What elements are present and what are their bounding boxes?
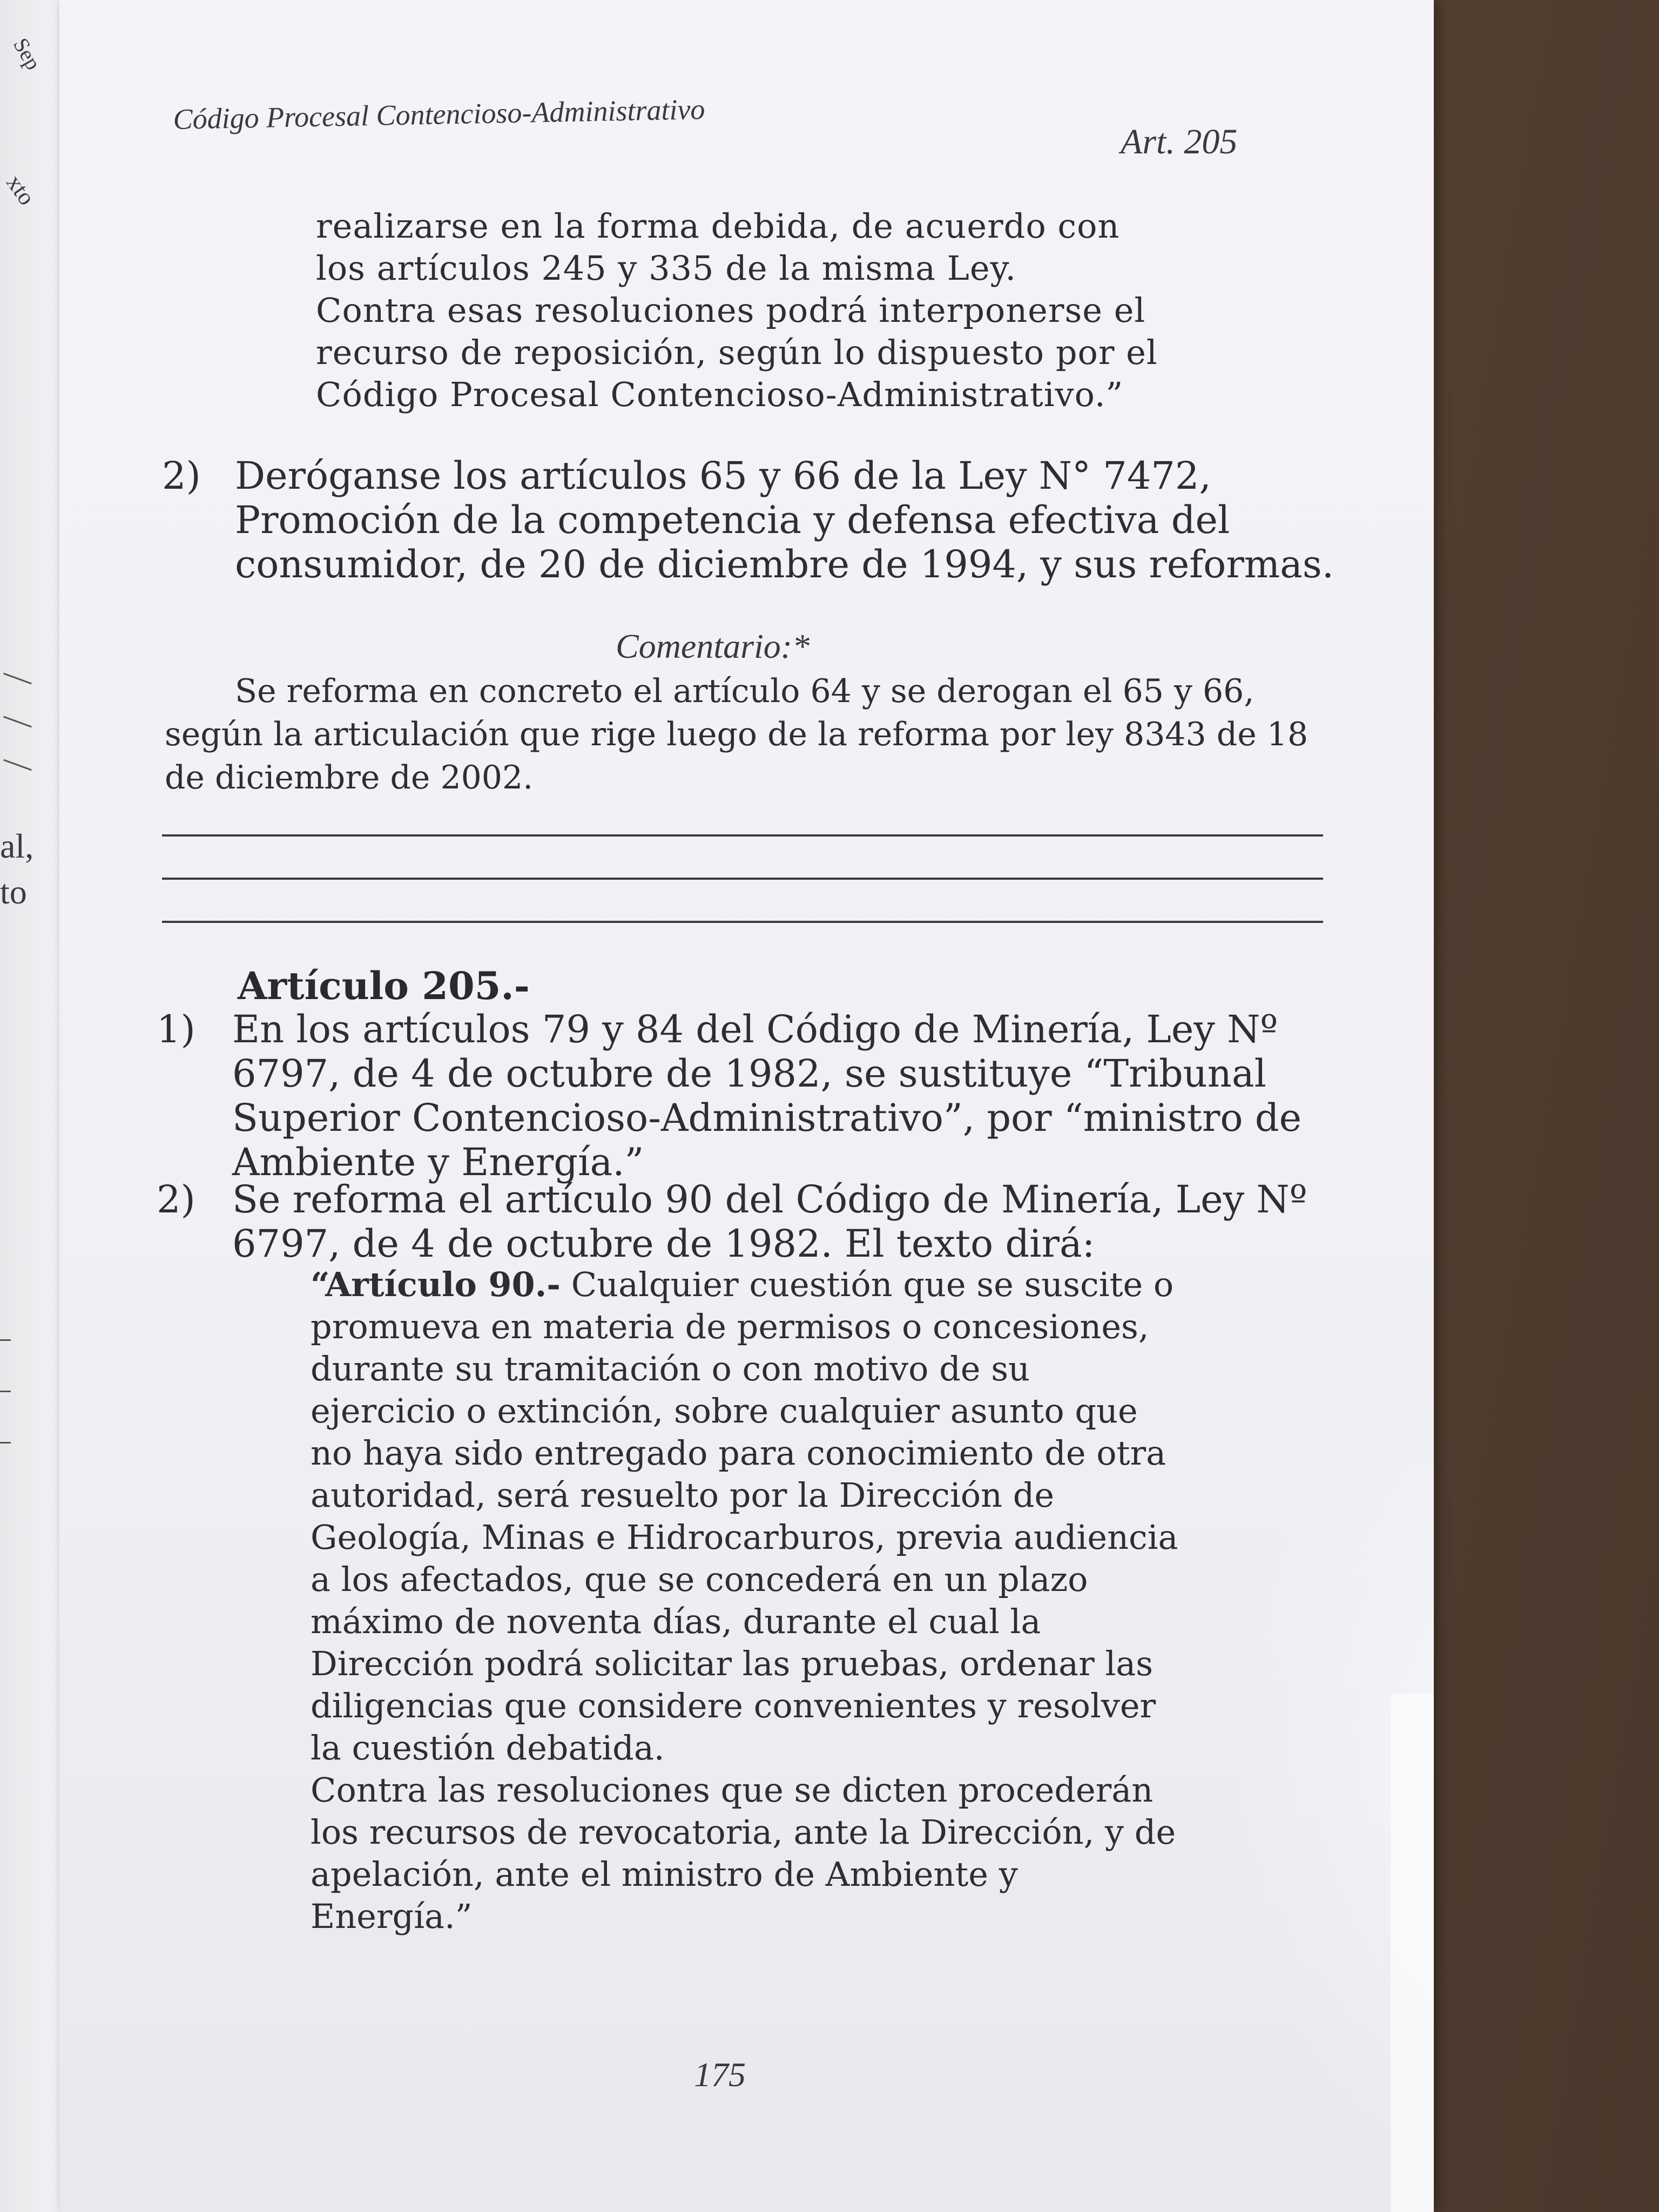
quoted-article-body: Cualquier cuestión que se suscite o promueva en materia de permisos o concesiones, durante su tramitación o con motivo de su ejercicio o extinción, sobre cualquier asunto que no haya sido entregado para conocimiento de otra autoridad, será resuelto por la Dirección de Geología, Minas e Hidrocarburos, previa audiencia a los afectados, que se concederá en un plazo máximo de noventa días, durante el cual la Dirección podrá solicitar las pruebas, ordenar las diligencias que considere convenientes y resolver la cuestión debatida.: [311, 1265, 1178, 1768]
left-page-dash: [3, 716, 32, 728]
list-item-text: Se reforma el artículo 90 del Código de Minería, Ley Nº 6797, de 4 de octubre de 1982. El texto dirá:: [232, 1177, 1307, 1266]
page-number: 175: [694, 2055, 746, 2094]
list-item-number: 1): [157, 1007, 195, 1051]
running-head: Código Procesal Contencioso-Administrativo: [173, 93, 705, 136]
left-page-dash: [0, 1339, 11, 1341]
quoted-article-paragraph: Contra las resoluciones que se dicten procederán los recursos de revocatoria, ante la Dirección, y de apelación, ante el ministro de Ambiente y Energía.”: [311, 1770, 1176, 1936]
page-content: [59, 0, 1434, 2212]
left-page-fragment: xto: [1, 170, 41, 210]
note-line: [162, 878, 1323, 880]
quote-paragraph: Contra esas resoluciones podrá interponerse el recurso de reposición, según lo dispuesto por el Código Procesal Contencioso-Administrativo.”: [316, 291, 1158, 414]
list-item-text: En los artículos 79 y 84 del Código de Minería, Ley Nº 6797, de 4 de octubre de 1982, se sustituye “Tribunal Superior Contencioso-Administrativo”, por “ministro de Ambiente y Energía.”: [232, 1007, 1302, 1184]
adjacent-left-page: [0, 0, 62, 2212]
book-page: [59, 0, 1434, 2212]
article-reference: Art. 205: [1121, 122, 1238, 161]
quoted-article: [311, 1264, 1185, 1938]
left-page-dash: [3, 673, 32, 685]
note-line: [162, 834, 1323, 837]
quote-continuation: [316, 205, 1180, 416]
quote-paragraph: realizarse en la forma debida, de acuerdo con los artículos 245 y 335 de la misma Ley.: [316, 206, 1120, 288]
left-page-dash: [0, 1442, 11, 1444]
left-page-dash: [0, 1391, 11, 1392]
left-page-dash: [3, 759, 32, 771]
list-item-text: Deróganse los artículos 65 y 66 de la Ley N° 7472, Promoción de la competencia y defensa efectiva del consumidor, de 20 de diciembre de 1994, y sus reformas.: [235, 454, 1334, 586]
comment-body: Se reforma en concreto el artículo 64 y se derogan el 65 y 66, según la articulación que rige luego de la reforma por ley 8343 de 18 de diciembre de 2002.: [165, 672, 1309, 797]
list-item-number: 2): [157, 1177, 195, 1222]
list-item-number: 2): [162, 454, 201, 498]
left-page-fragment: al,: [0, 827, 34, 865]
left-page-fragment: Sep: [8, 33, 46, 74]
left-page-fragment: to: [0, 873, 27, 911]
comment-title: Comentario:*: [616, 627, 810, 665]
quoted-article-paragraph: [311, 1264, 1185, 1769]
quoted-article-heading: “Artículo 90.-: [311, 1265, 561, 1304]
note-line: [162, 921, 1323, 923]
article-heading: Artículo 205.-: [238, 963, 530, 1008]
